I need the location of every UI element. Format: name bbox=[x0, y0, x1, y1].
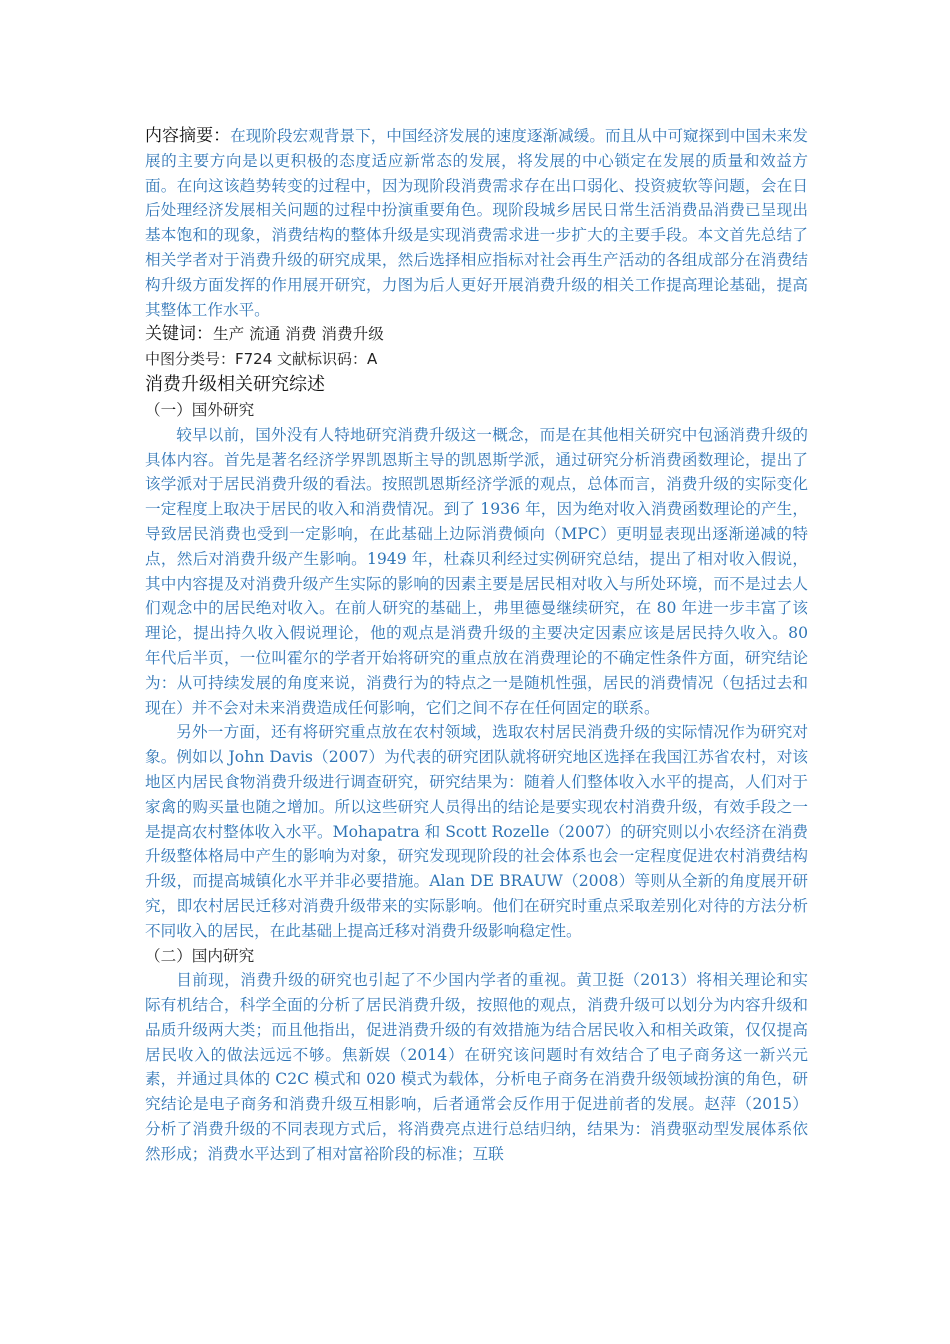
abstract-text: 在现阶段宏观背景下，中国经济发展的速度逐渐减缓。而且从中可窥探到中国未来发展的主要方向是以更积极的态度适应新常态的发展，将发展的中心锁定在发展的质量和效益方面。在向这该趋势转变的过程中，因为现阶段消费需求存在出口弱化、投资疲软等问题，会在日后处理经济发展相关问题的过程中扮演重要角色。现阶段城乡居民日常生活消费品消费已呈现出基本饱和的现象，消费结构的整体升级是实现消费需求进一步扩大的主要手段。本文首先总结了相关学者对于消费升级的研究成果，然后选择相应指标对社会再生产活动的各组成部分在消费结构升级方面发挥的作用展开研究，力图为后人更好开展消费升级的相关工作提高理论基础，提高其整体工作水平。 bbox=[145, 127, 808, 319]
keywords-line bbox=[145, 322, 808, 347]
subsection-title-foreign: （一）国外研究 bbox=[145, 400, 255, 419]
domestic-paragraph-1: 目前现，消费升级的研究也引起了不少国内学者的重视。黄卫挺（2013）将相关理论和实际有机结合，科学全面的分析了居民消费升级，按照他的观点，消费升级可以划分为内容升级和品质升级两大类；而且他指出，促进消费升级的有效措施为结合居民收入和相关政策，仅仅提高居民收入的做法远远不够。焦新娱（2014）在研究该问题时有效结合了电子商务这一新兴元素，并通过具体的 C2C 模式和 020 模式为载体，分析电子商务在消费升级领域扮演的角色，研究结论是电子商务和消费升级互相影响，后者通常会反作用于促进前者的发展。赵萍（2015）分析了消费升级的不同表现方式后，将消费亮点进行总结归纳，结果为：消费驱动型发展体系依然形成；消费水平达到了相对富裕阶段的标准；互联 bbox=[145, 971, 808, 1163]
document-content bbox=[145, 124, 808, 1167]
abstract-paragraph bbox=[145, 124, 808, 322]
keywords-text: 生产 流通 消费 消费升级 bbox=[213, 325, 384, 344]
abstract-label: 内容摘要： bbox=[145, 126, 231, 146]
classification-line: 中图分类号：F724 文献标识码：A bbox=[145, 350, 378, 369]
keywords-label: 关键词： bbox=[145, 324, 213, 345]
subsection-title-domestic: （二）国内研究 bbox=[145, 946, 255, 965]
foreign-paragraph-2: 另外一方面，还有将研究重点放在农村领域，选取农村居民消费升级的实际情况作为研究对象。例如以 John Davis（2007）为代表的研究团队就将研究地区选择在我国江苏省农村，对该地区内居民食物消费升级进行调查研究，研究结果为：随着人们整体收入水平的提高，人们对于家禽的购买量也随之增加。所以这些研究人员得出的结论是要实现农村消费升级，有效手段之一是提高农村整体收入水平。Mohapatra 和 Scott Rozelle（2007）的研究则以小农经济在消费升级整体格局中产生的影响为对象，研究发现现阶段的社会体系也会一定程度促进农村消费结构升级，而提高城镇化水平并非必要措施。Alan DE BRAUW（2008）等则从全新的角度展开研究，即农村居民迁移对消费升级带来的实际影响。他们在研究时重点采取差别化对待的方法分析不同收入的居民，在此基础上提高迁移对消费升级影响稳定性。 bbox=[145, 723, 808, 940]
section-title: 消费升级相关研究综述 bbox=[145, 373, 325, 395]
foreign-paragraph-1: 较早以前，国外没有人特地研究消费升级这一概念，而是在其他相关研究中包涵消费升级的具体内容。首先是著名经济学界凯恩斯主导的凯恩斯学派，通过研究分析消费函数理论，提出了该学派对于居民消费升级的看法。按照凯恩斯经济学派的观点，总体而言，消费升级的实际变化一定程度上取决于居民的收入和消费情况。到了 1936 年，因为绝对收入消费函数理论的产生，导致居民消费也受到一定影响，在此基础上边际消费倾向（MPC）更明显表现出逐渐递减的特点，然后对消费升级产生影响。1949 年，杜森贝利经过实例研究总结，提出了相对收入假说，其中内容提及对消费升级产生实际的影响的因素主要是居民相对收入与所处环境，而不是过去人们观念中的居民绝对收入。在前人研究的基础上，弗里德曼继续研究，在 80 年进一步丰富了该理论，提出持久收入假说理论，他的观点是消费升级的主要决定因素应该是居民持久收入。80 年代后半页，一位叫霍尔的学者开始将研究的重点放在消费理论的不确定性条件方面，研究结论为：从可持续发展的角度来说，消费行为的特点之一是随机性强，居民的消费情况（包括过去和现在）并不会对未来消费造成任何影响，它们之间不存在任何固定的联系。 bbox=[145, 425, 808, 717]
